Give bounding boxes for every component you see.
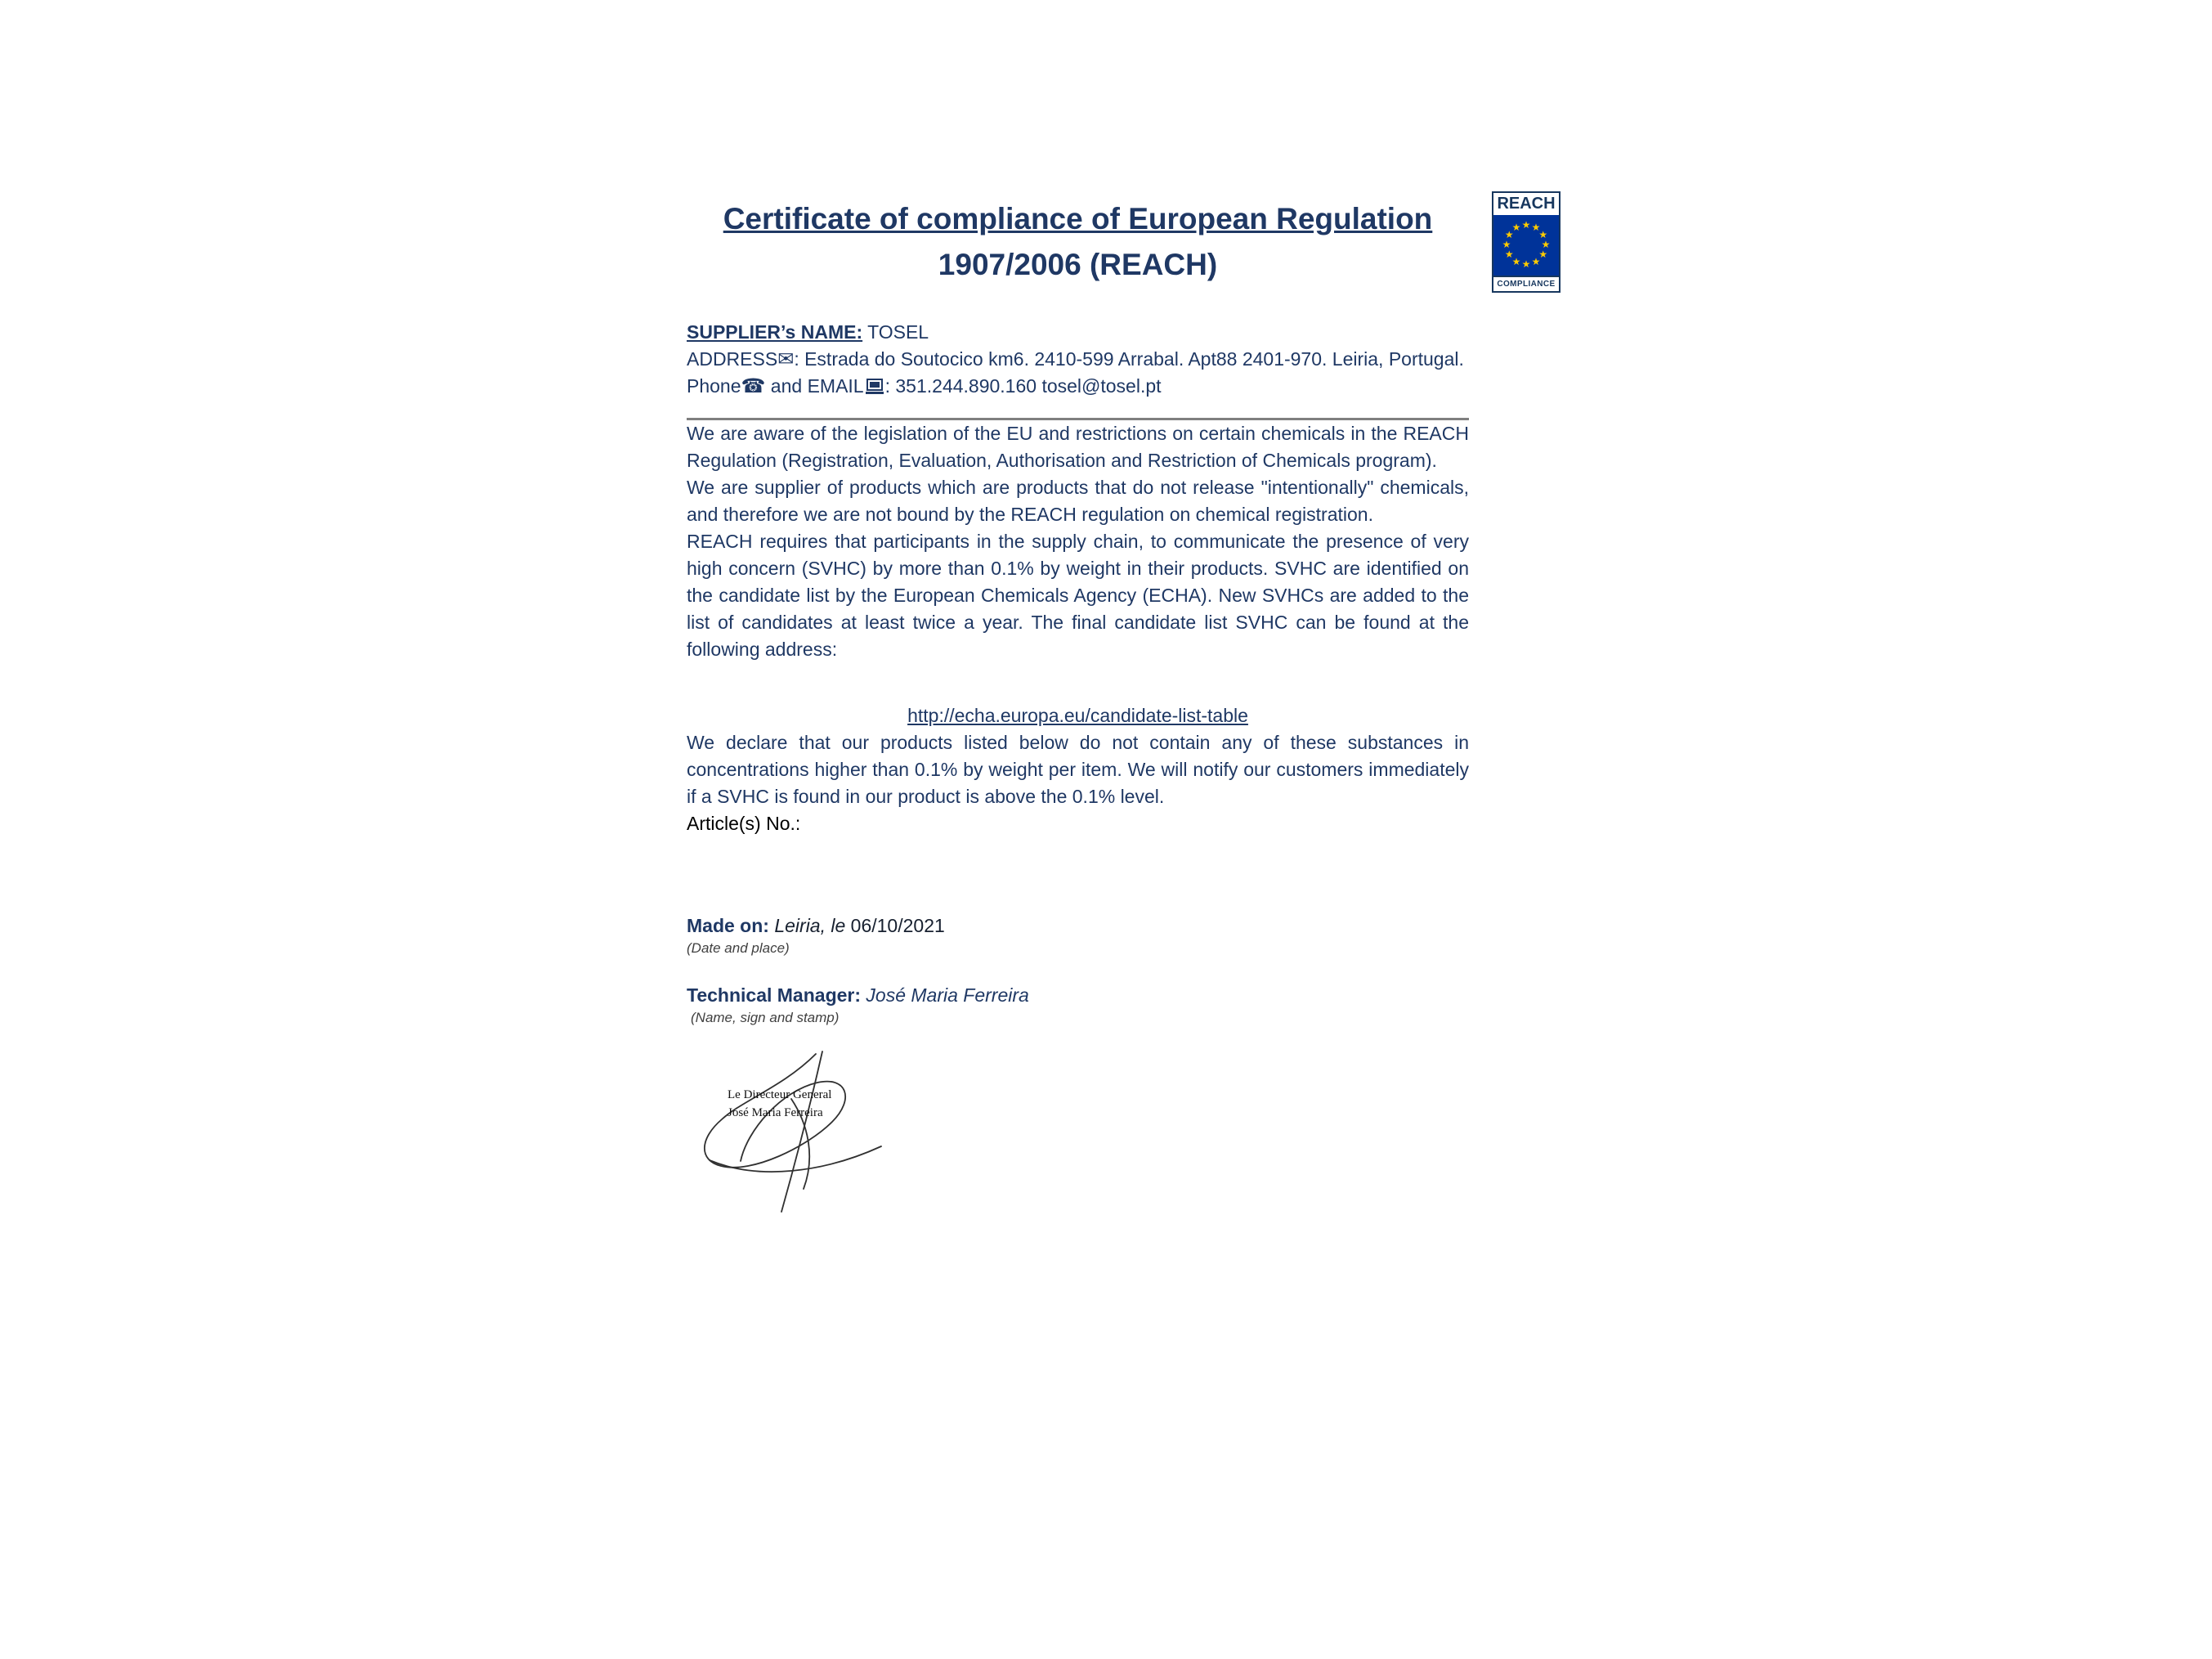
signature-area xyxy=(693,1050,996,1217)
eu-star-icon: ★ xyxy=(1521,258,1531,270)
technical-manager-line xyxy=(687,982,1469,1009)
date-place-note: (Date and place) xyxy=(687,940,790,956)
reach-compliance-logo xyxy=(1492,191,1560,293)
supplier-name-value: TOSEL xyxy=(862,321,929,343)
stamp-line-1: Le Directeur General xyxy=(728,1088,832,1101)
computer-icon xyxy=(865,379,884,395)
eu-star-icon: ★ xyxy=(1521,219,1531,231)
eu-star-icon: ★ xyxy=(1538,249,1548,260)
eu-star-icon: ★ xyxy=(1538,229,1548,240)
address-label: ADDRESS xyxy=(687,348,778,370)
stamp-text xyxy=(728,1086,831,1122)
title-line-1: Certificate of compliance of European Regulation xyxy=(723,202,1433,235)
eu-star-icon: ★ xyxy=(1504,249,1514,260)
reach-logo-title: REACH xyxy=(1497,195,1556,213)
eu-star-icon: ★ xyxy=(1511,222,1521,234)
eu-flag xyxy=(1493,215,1559,276)
article-number-line: Article(s) No.: xyxy=(687,813,801,834)
eu-star-icon: ★ xyxy=(1531,255,1541,267)
technical-manager-name: José Maria Ferreira xyxy=(861,984,1029,1006)
title-line-2: 1907/2006 (REACH) xyxy=(938,248,1218,281)
made-on-label: Made on: xyxy=(687,915,769,936)
email-label: and EMAIL xyxy=(765,375,864,397)
technical-manager-label: Technical Manager: xyxy=(687,984,862,1006)
document-body xyxy=(687,196,1469,1217)
signature-scribble xyxy=(693,1050,971,1217)
phone-label: Phone xyxy=(687,375,741,397)
paragraph-declaration: We declare that our products listed below do not contain any of these substances in concentrations higher than 0.1% by weight per item. We will notify our customers immediately if a SVHC is found in our product is above the 0.1% level. xyxy=(687,732,1469,807)
made-on-date: 06/10/2021 xyxy=(850,915,945,936)
candidate-list-link-line xyxy=(687,702,1469,729)
contact-value: : 351.244.890.160 tosel@tosel.pt xyxy=(884,375,1162,397)
eu-star-icon: ★ xyxy=(1511,255,1521,267)
reach-logo-compliance-label: COMPLIANCE xyxy=(1493,276,1559,291)
phone-icon: ☎ xyxy=(741,375,766,397)
made-on-line xyxy=(687,912,1469,939)
made-on-place: Leiria, le xyxy=(768,915,851,936)
address-value: : Estrada do Soutocico km6. 2410-599 Arrabal. Apt88 2401-970. Leiria, Portugal. xyxy=(794,348,1464,370)
name-sign-stamp-note: (Name, sign and stamp) xyxy=(691,1010,840,1025)
supplier-name-line xyxy=(687,319,1469,346)
envelope-icon: ✉ xyxy=(777,348,795,370)
paragraph-legislation-awareness: We are aware of the legislation of the EU and restrictions on certain chemicals in the REACH Regulation (Registration, Evaluation, Authorisation and Restriction of Chemicals program). xyxy=(687,423,1469,471)
eu-star-icon: ★ xyxy=(1541,239,1551,250)
supplier-address-line xyxy=(687,346,1469,373)
supplier-name-label: SUPPLIER’s NAME: xyxy=(687,321,863,343)
paragraph-supplier-statement: We are supplier of products which are products that do not release "intentionally" chemicals, and therefore we are not bound by the REACH regulation on chemical registration. xyxy=(687,477,1469,525)
eu-star-icon: ★ xyxy=(1504,229,1514,240)
eu-star-icon: ★ xyxy=(1531,222,1541,234)
supplier-block xyxy=(687,319,1469,400)
paragraph-svhc-requirements: REACH requires that participants in the supply chain, to communicate the presence of very high concern (SVHC) by more than 0.1% by weight in their products. SVHC are identified on the candidate list by the European Chemicals Agency (ECHA). New SVHCs are added to the list of candidates at least twice a year. The final candidate list SVHC can be found at the following address: xyxy=(687,531,1469,660)
candidate-list-link[interactable]: http://echa.europa.eu/candidate-list-table xyxy=(907,705,1248,726)
supplier-contact-line xyxy=(687,373,1469,400)
eu-star-icon: ★ xyxy=(1502,239,1511,250)
stamp-line-2: José Maria Ferreira xyxy=(728,1106,823,1119)
page-title xyxy=(687,196,1469,288)
